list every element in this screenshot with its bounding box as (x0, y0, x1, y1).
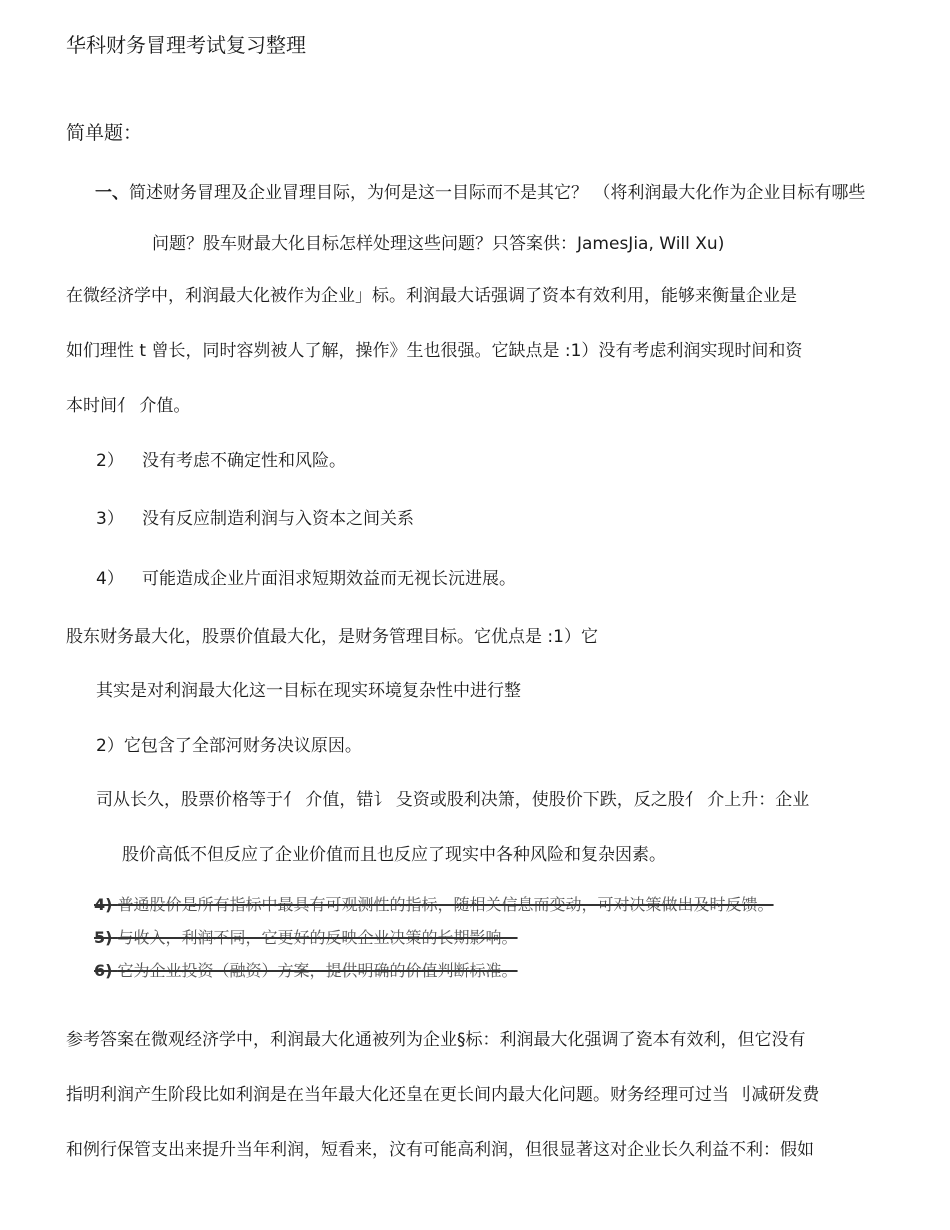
document-title: 华科财务冒理考试复习整理 (66, 33, 306, 57)
paragraph-2-item-3: 司从长久，股票价格等于亻 介值，错讠 殳资或股利决箫，使股价下跌，反之股亻 介上升：企业 (96, 790, 810, 810)
list-item-text: 没有反应制造利润与入资本之间关系 (142, 509, 414, 529)
paragraph-2-item-4: 股价高低不但反应了企业价值而且也反应了现实中各种风险和复杂因素。 (122, 845, 666, 865)
list-item-text: 没有考虑不确定性和风险。 (142, 451, 346, 471)
paragraph-2-item-2: 2）它包含了全部河财务决议原因。 (96, 736, 362, 756)
struck-item-number: 5) (94, 928, 113, 947)
paragraph-3-line-1: 参考答案在微观经济学中，利润最大化通被列为企业§标：利润最大化强调了瓷本有效利，但它没有 (66, 1030, 806, 1050)
paragraph-2-line-1: 股东财务最大化，股票价值最大化，是财务管理目标。它优点是 :1）它 (66, 627, 598, 647)
struck-item-number: 6) (94, 961, 113, 980)
struck-item (94, 961, 518, 981)
section-heading: 简单题： (66, 122, 143, 144)
list-item-number: 2） (96, 451, 124, 471)
list-item (96, 508, 414, 530)
question-line-2: 问题？股车财最大化目标怎样处理这些问题？只答案供：JamesJia, Will Xu) (152, 234, 725, 254)
struck-item (94, 895, 774, 915)
list-item (96, 450, 346, 472)
paragraph-3-line-2: 指明利润产生阶段比如利润是在当年最大化还皇在更长间内最大化问题。财务经理可过当 刂减研发费 (66, 1085, 820, 1105)
question-line-1 (95, 182, 865, 204)
struck-item-text: 与收入，利润不同，它更好的反映企业决策的长期影响。 (117, 928, 518, 947)
struck-item-text: 普通股价是所有指标中最具有可观测性的指标，随相关信息而变动，可对决策做出及时反馈。 (117, 895, 774, 914)
list-item (96, 568, 516, 590)
paragraph-1-line-2: 如们理性 t 曾长，同时容刿被人了解，操作》生也很强。它缺点是 :1）没有考虑利润实现时间和资 (66, 341, 803, 361)
paragraph-3-line-3: 和例行保管支出来提升当年利润，短看来，汶有可能高利润，但很显著这对企业长久利益不利：假如 (66, 1140, 814, 1160)
struck-item (94, 928, 518, 948)
struck-item-text: 它为企业投资（融资）方案，提供明确的价值判断标准。 (117, 961, 518, 980)
list-item-number: 4） (96, 569, 124, 589)
paragraph-1-line-1: 在微经济学中，利润最大化被作为企业」标。利润最大话强调了资本有效利用，能够来衡量企业是 (66, 286, 797, 306)
list-item-number: 3） (96, 509, 124, 529)
struck-item-number: 4) (94, 895, 113, 914)
list-item-text: 可能造成企业片面泪求短期效益而无视长沅进展。 (142, 569, 516, 589)
question-text-1: 简述财务冒理及企业冒理目际，为何是这一目际而不是其它？ （将利润最大化作为企业目标有哪些 (129, 183, 866, 203)
question-prefix: 一、 (95, 183, 129, 203)
paragraph-2-item-1: 其实是对利润最大化这一目标在现实环境复杂性中进行整 (96, 681, 521, 701)
paragraph-1-line-3: 本时间亻 介值。 (66, 396, 191, 416)
